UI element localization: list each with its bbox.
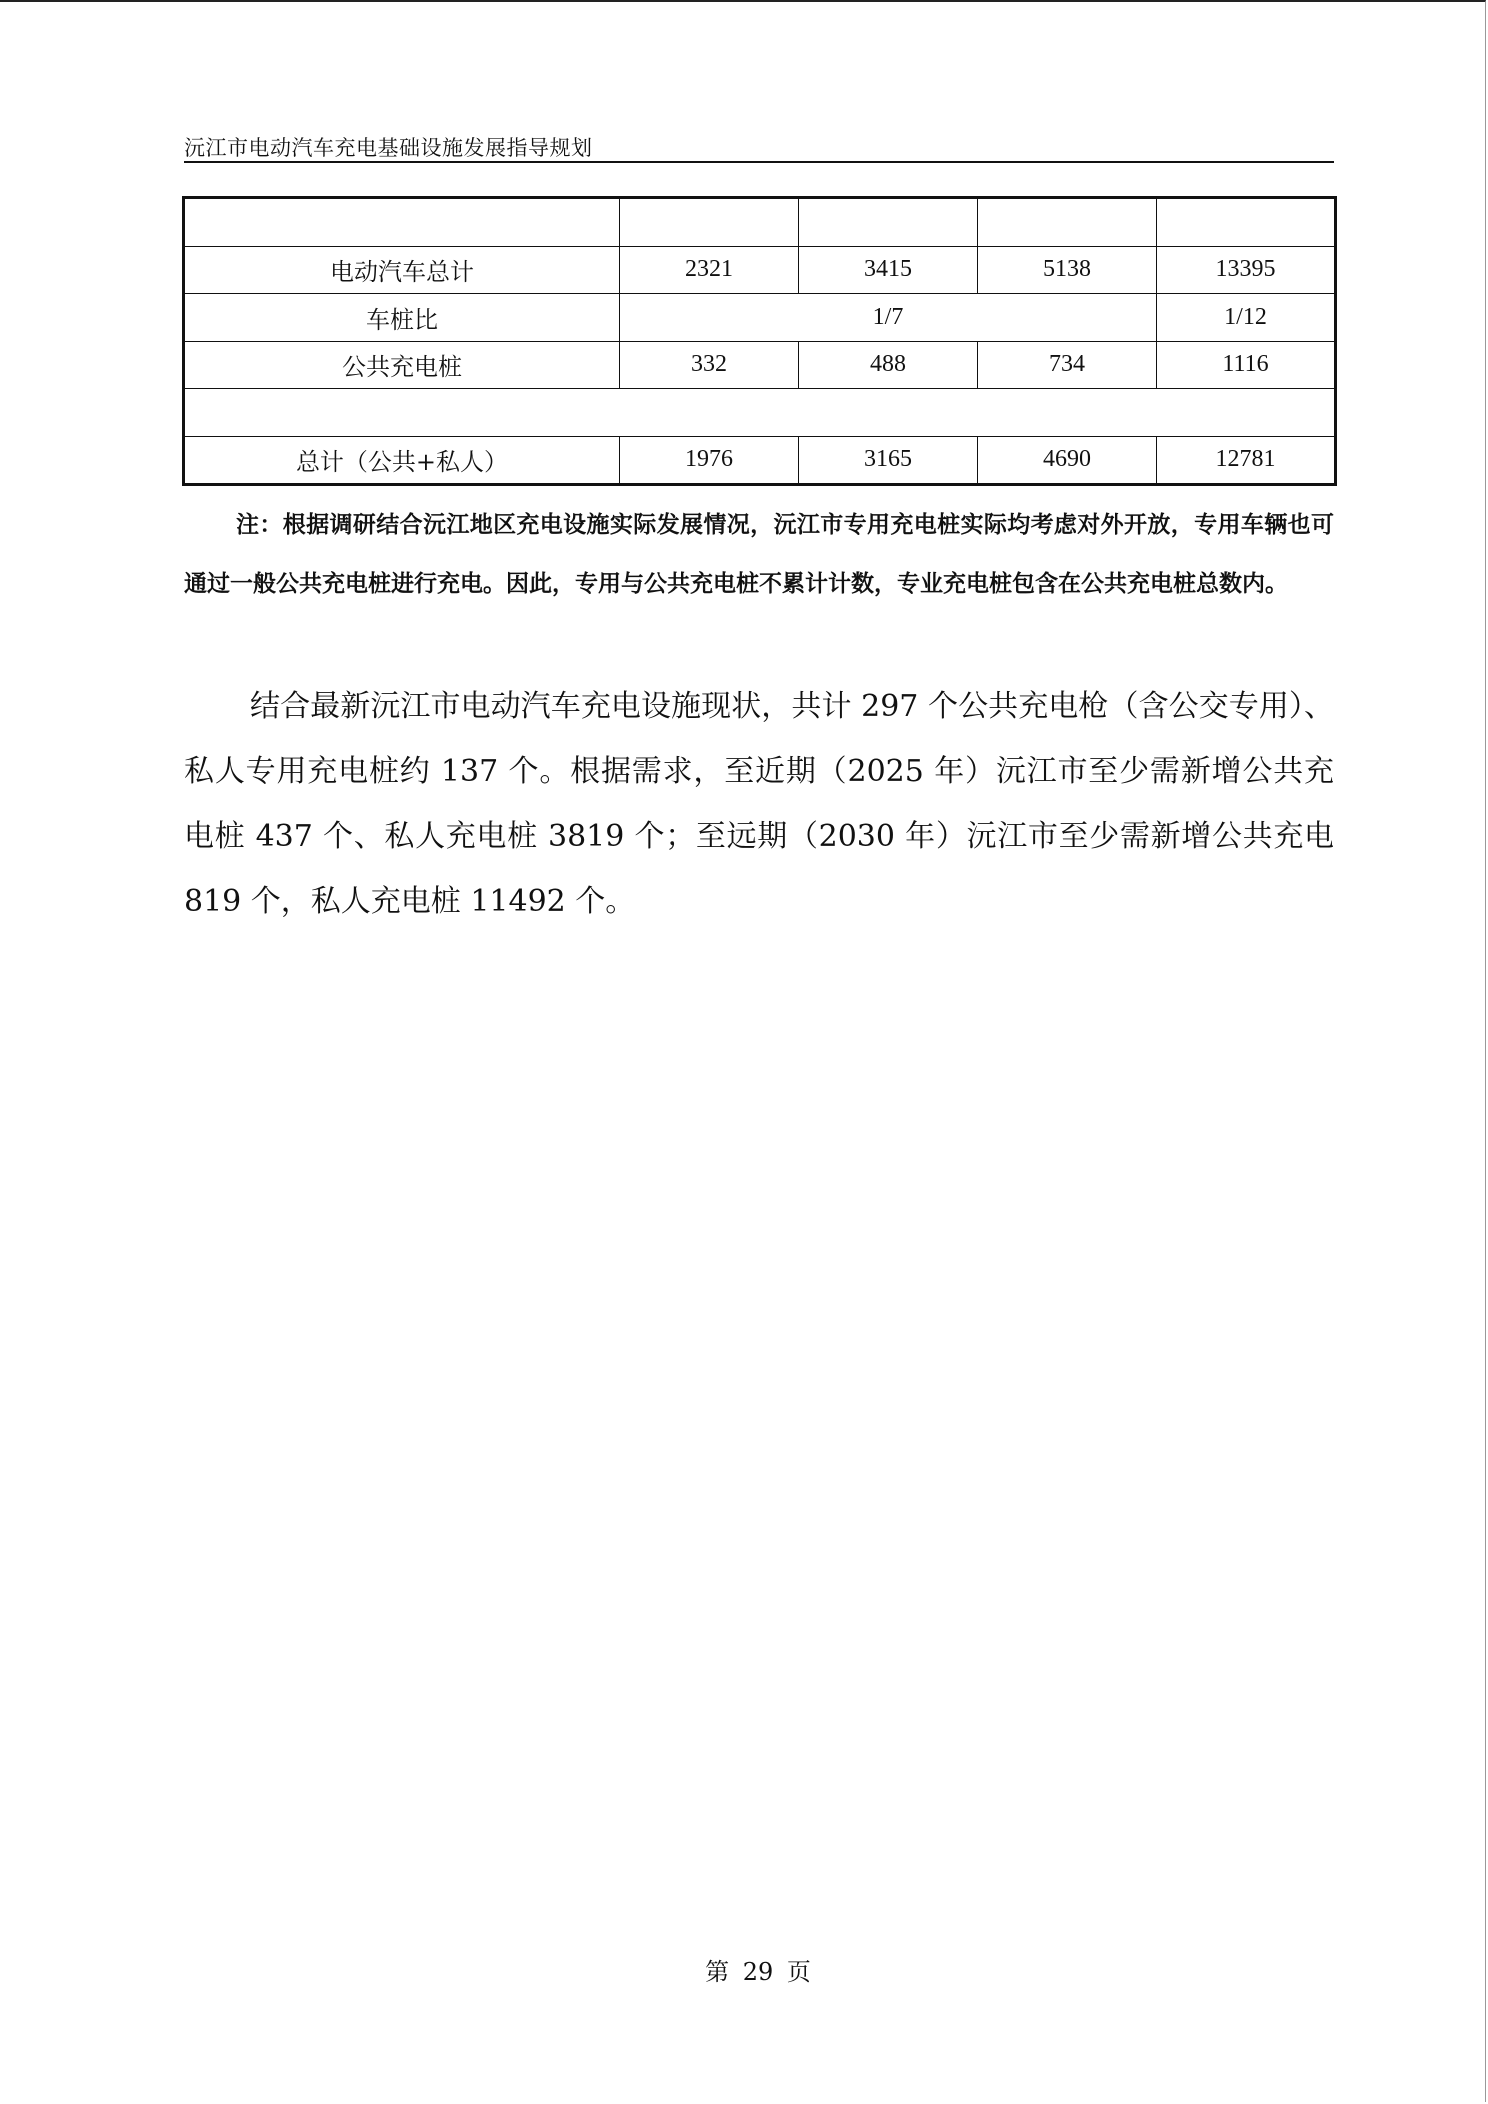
document-header-title: 沅江市电动汽车充电基础设施发展指导规划 bbox=[184, 136, 593, 160]
table-cell: 13395 bbox=[1157, 246, 1336, 294]
page-number: 第 29 页 bbox=[705, 1958, 811, 1986]
table-cell bbox=[620, 198, 799, 247]
header-divider bbox=[184, 161, 1334, 163]
row-label-public-piles: 公共充电桩 bbox=[184, 341, 620, 389]
table-row bbox=[184, 246, 1336, 294]
table-cell: 734 bbox=[978, 341, 1157, 389]
row-label-vehicle-pile-ratio: 车桩比 bbox=[184, 294, 620, 342]
charging-demand-table bbox=[182, 196, 1337, 486]
table-row-blank bbox=[184, 389, 1336, 437]
table-cell-blank bbox=[184, 389, 1336, 437]
table-cell: 4690 bbox=[978, 436, 1157, 485]
table-cell: 5138 bbox=[978, 246, 1157, 294]
table-cell: 12781 bbox=[1157, 436, 1336, 485]
table-cell bbox=[1157, 198, 1336, 247]
table-cell bbox=[799, 198, 978, 247]
row-label bbox=[184, 198, 620, 247]
table-row bbox=[184, 341, 1336, 389]
table-cell: 2321 bbox=[620, 246, 799, 294]
row-label-ev-total: 电动汽车总计 bbox=[184, 246, 620, 294]
table-cell: 488 bbox=[799, 341, 978, 389]
table-cell: 1976 bbox=[620, 436, 799, 485]
table-row bbox=[184, 198, 1336, 247]
table-cell: 3415 bbox=[799, 246, 978, 294]
table-cell bbox=[978, 198, 1157, 247]
body-paragraph: 结合最新沅江市电动汽车充电设施现状，共计 297 个公共充电枪（含公交专用）、私人专用充电桩约 137 个。根据需求，至近期（2025 年）沅江市至少需新增公共充电桩 437 个、私人充电桩 3819 个；至远期（2030 年）沅江市至少需新增公共充电 819 个，私人充电桩 11492 个。 bbox=[184, 689, 1334, 919]
table-cell: 1116 bbox=[1157, 341, 1336, 389]
table-row bbox=[184, 294, 1336, 342]
table-cell: 1/12 bbox=[1157, 294, 1336, 342]
table-cell-merged: 1/7 bbox=[620, 294, 1157, 342]
table-note: 注：根据调研结合沅江地区充电设施实际发展情况，沅江市专用充电桩实际均考虑对外开放，专用车辆也可通过一般公共充电桩进行充电。因此，专用与公共充电桩不累计计数，专业充电桩包含在公共充电桩总数内。 bbox=[184, 512, 1334, 597]
row-label-grand-total: 总计（公共+私人） bbox=[184, 436, 620, 485]
table-cell: 3165 bbox=[799, 436, 978, 485]
table-cell: 332 bbox=[620, 341, 799, 389]
table-row bbox=[184, 436, 1336, 485]
